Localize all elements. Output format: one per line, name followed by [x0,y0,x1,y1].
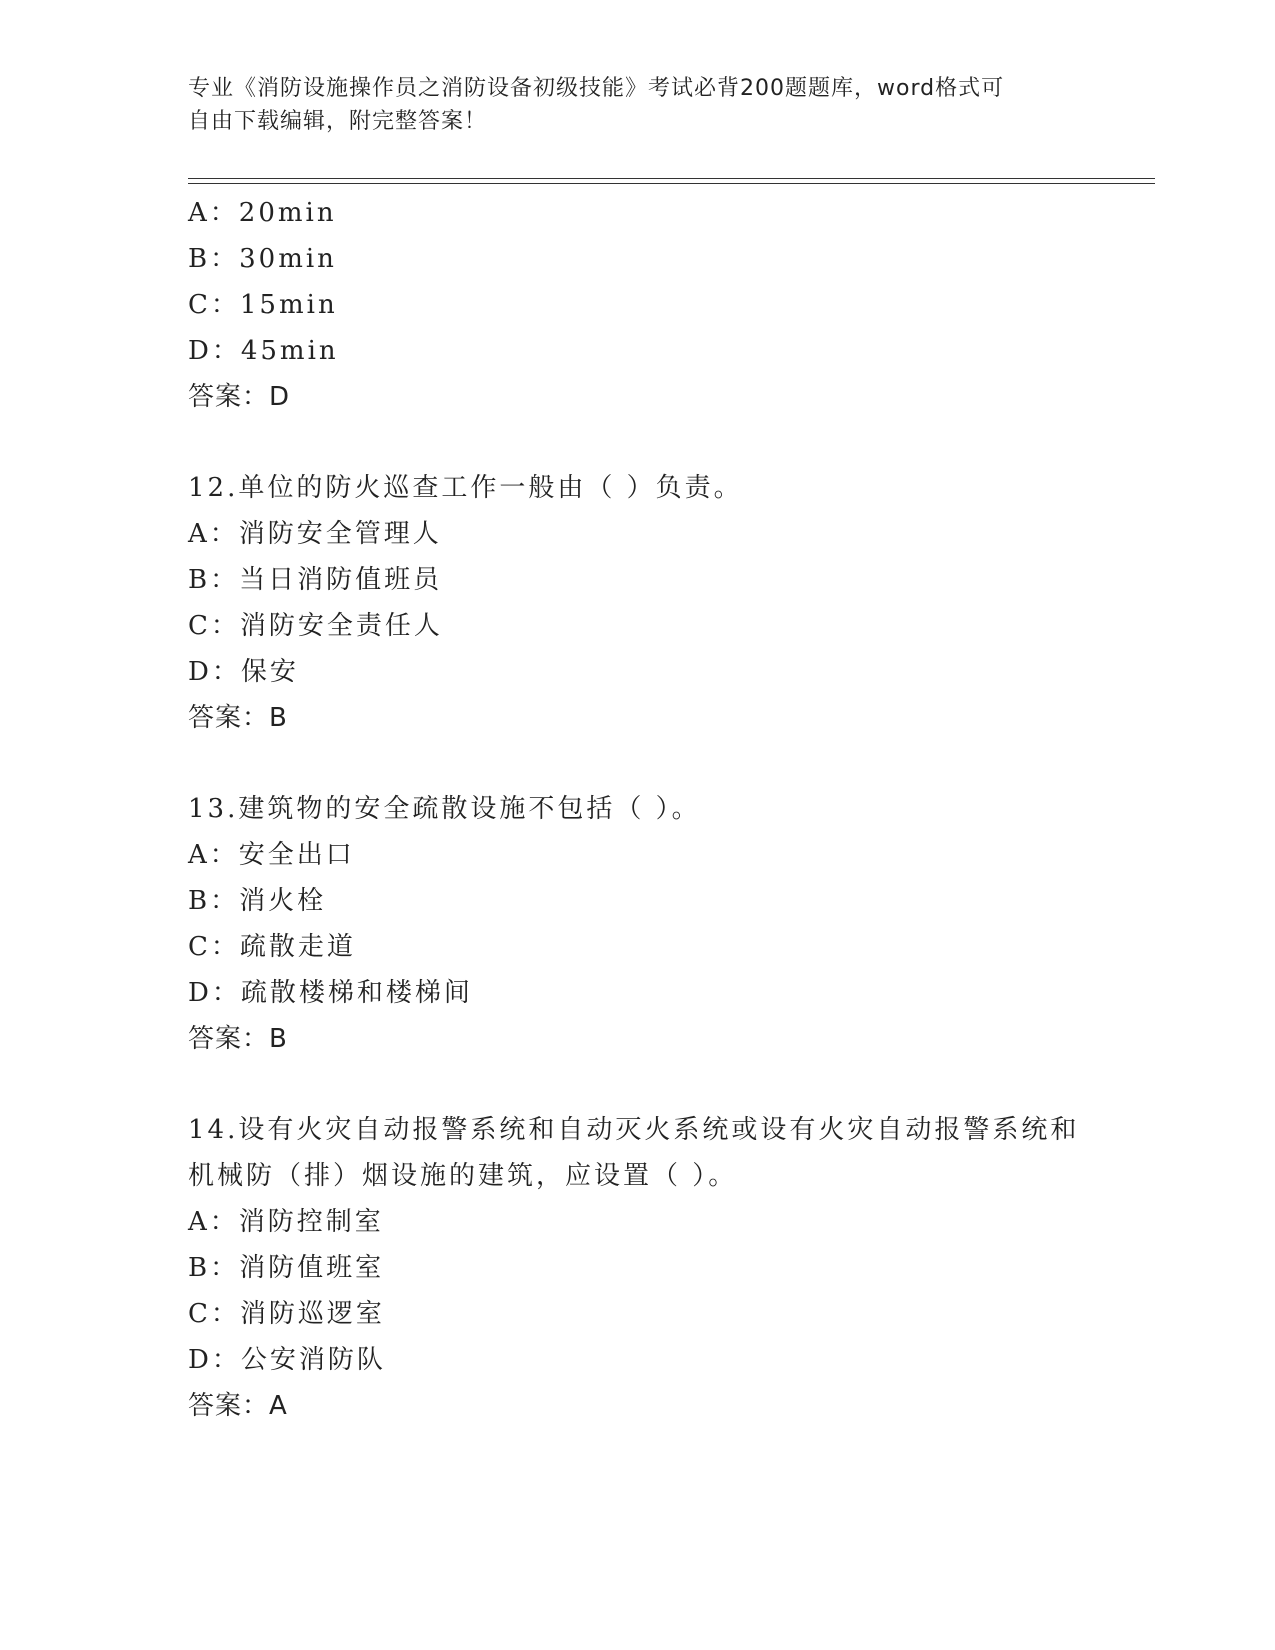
answer-line: 答案：A [188,1391,288,1421]
question-12-block [188,465,1088,741]
question-text: 13.建筑物的安全疏散设施不包括（ ）。 [188,794,701,824]
option-b: B：消防值班室 [188,1253,385,1283]
question-list [188,190,1088,1429]
option-d: D：公安消防队 [188,1345,386,1375]
question-text: 12.单位的防火巡查工作一般由（ ）负责。 [188,473,743,503]
option-a: A：20min [188,198,337,228]
question-14-block [188,1107,1088,1429]
option-b: B：消火栓 [188,886,327,916]
answer-line: 答案：D [188,382,291,412]
option-a: A：消防安全管理人 [188,519,442,549]
option-d: D：疏散楼梯和楼梯间 [188,978,473,1008]
option-a: A：安全出口 [188,840,355,870]
header-divider-bottom [188,183,1155,184]
question-13-block [188,786,1088,1062]
option-d: D：保安 [188,657,299,687]
question-text-line-1: 14.设有火灾自动报警系统和自动灭火系统或设有火灾自动报警系统和 [188,1115,1080,1145]
option-c: C：疏散走道 [188,932,356,962]
question-11-block [188,190,1088,420]
answer-line: 答案：B [188,1024,288,1054]
spacer [188,1062,1088,1107]
header-title-line-2: 自由下载编辑，附完整答案！ [188,109,488,134]
option-b: B：30min [188,244,337,274]
header-divider-top [188,178,1155,179]
spacer [188,420,1088,465]
option-d: D：45min [188,336,339,366]
option-c: C：消防巡逻室 [188,1299,385,1329]
option-a: A：消防控制室 [188,1207,384,1237]
question-text-line-2: 机械防（排）烟设施的建筑，应设置（ ）。 [188,1161,738,1191]
option-c: C：消防安全责任人 [188,611,443,641]
option-b: B：当日消防值班员 [188,565,443,595]
header-title-line-1: 专业《消防设施操作员之消防设备初级技能》考试必背200题题库，word格式可 [188,76,1005,101]
document-header [188,72,1068,138]
option-c: C：15min [188,290,338,320]
spacer [188,741,1088,786]
answer-line: 答案：B [188,703,288,733]
